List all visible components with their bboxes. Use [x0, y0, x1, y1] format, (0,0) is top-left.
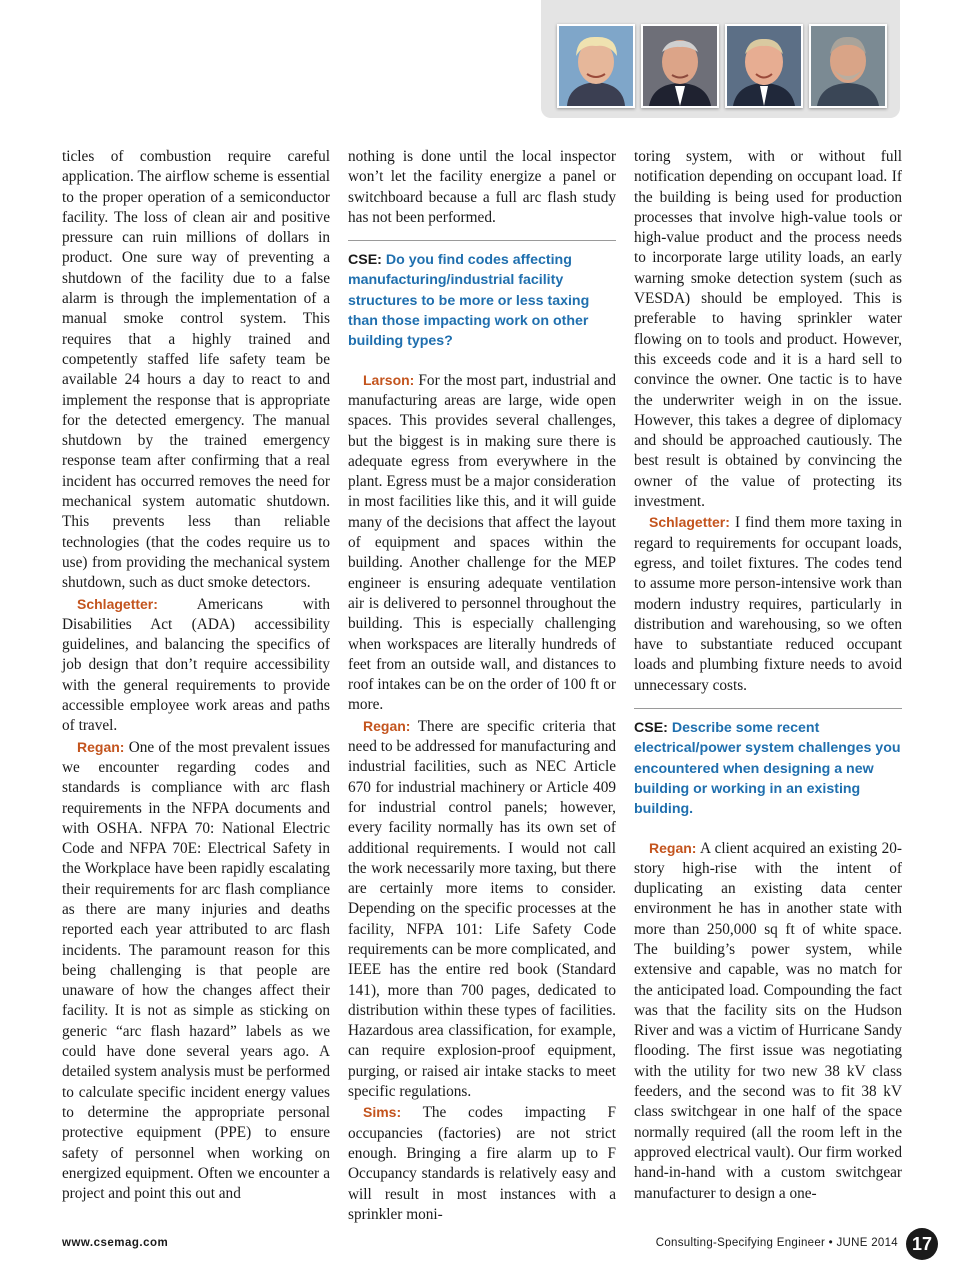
- paragraph: ticles of combustion require careful application. The airflow scheme is essential to the proper operation of a semiconductor facility. The loss of clean air and positive pressure can ruin millions of dollars in product. One sure way of preventing a shutdown of the facility due to a false alarm is through the implementation of a manual smoke control system. This requires that a highly trained and competently staffed life safety team be available 24 hours a day to react to and implement the response that is appropriate for the detected emergency. The manual shutdown by the trained emergency response team after confirming that a real incident has occurred removes the need for mechanical system automatic shutdown. This prevents less than reliable technologies (that the codes require us to use) from providing the mechanical system shutdown, such as duct smoke detectors.: [62, 148, 330, 592]
- paragraph: toring system, with or without full notification depending on occupant load. If the building is being used for production processes that involve high-value tools or high-value product and the process needs to incorporate large utility loads, an early warning smoke detection system (such as VESDA) should be employed. This is preferable to having sprinkler water flowing on to tools and product. However, this exceeds code and it is a hard sell to convince the owner. One tactic is to have the underwriter weigh in on the issue. However, this takes a degree of diplomacy and should be approached cautiously. The best result is obtained by convincing the owner of the value of protecting its investment.: [634, 148, 902, 511]
- paragraph: nothing is done until the local inspector won’t let the facility energize a panel or switchboard because a full arc flash study has not been performed.: [348, 148, 616, 226]
- question-text: Describe some recent electrical/power system challenges you encountered when designing a new building or working in an existing building.: [634, 720, 901, 818]
- speaker-name: Sims:: [363, 1104, 402, 1121]
- paragraph-text: Americans with Disabilities Act (ADA) accessibility guidelines, and balancing the specifics of job design that don’t require accessibility with the general requirements to provide accessible employee work areas and paths of travel.: [62, 595, 330, 735]
- paragraph-text: I find them more taxing in regard to requirements for occupant loads, egress, and toilet fixtures. The codes tend to assume more person-intensive work than modern industry requires, particularly in distribution and warehousing, so we often have to substantiate reduced occupant loads and plumbing fixture needs to avoid unnecessary costs.: [634, 514, 902, 694]
- paragraph-text: There are specific criteria that need to be addressed for manufacturing and industrial facilities, such as NEC Article 670 for industrial machinery or Article 409 for industrial control panels; however, every facility normally has its own set of additional requirements. I would not call the work necessarily more taxing, but there are certainly more items to consider. Depending on the specific processes at the facility, NFPA 101: Life Safety Code requirements can be more complicated, and IEEE has the entire red book (Standard 141), more than 700 pages, dedicated to distribution within these types of facilities. Hazardous area classification, for example, can require explosion-proof equipment, purging, or raised air intake stacks to meet specific regulations.: [348, 717, 616, 1101]
- footer-publication: Consulting-Specifying Engineer • JUNE 2014: [655, 1237, 898, 1249]
- paragraph: [348, 716, 616, 1103]
- paragraph: [62, 737, 330, 1205]
- panelist-photo-3: [725, 24, 803, 108]
- paragraph: [634, 838, 902, 1204]
- question-block: [634, 708, 902, 819]
- paragraph: [62, 594, 330, 737]
- article-column-3: [634, 147, 902, 1204]
- paragraph: [634, 512, 902, 696]
- article-column-1: [62, 147, 330, 1204]
- speaker-name: Regan:: [77, 738, 125, 755]
- paragraph-text: The codes impacting F occupancies (factories) are not strict enough. Bringing a fire alarm up to F Occupancy standards is relatively easy and will result in most instances with a sprinkler moni-: [348, 1104, 616, 1223]
- page-number-badge: 17: [906, 1228, 938, 1260]
- speaker-name: Schlagetter:: [649, 514, 730, 531]
- question-prefix: CSE:: [634, 720, 668, 737]
- speaker-name: Regan:: [363, 717, 411, 734]
- question-block: [348, 240, 616, 351]
- paragraph-text: A client acquired an existing 20-story high-rise with the intent of duplicating an existing data center environment he has in another state with more than 250,000 sq ft of white space. The building’s power system, while extensive and capable, was no match for the anticipated load. Compounding the fact was that the facility sits on the Hudson River and was a victim of Hurricane Sandy flooding. The first issue was negotiating with the utility for two new 38 kV class feeders, and the second was to fit 38 kV class switchgear in one half of the space normally required (all the room left in the approved electrical vault). Our firm worked hand-in-hand with a custom switchgear manufacturer to design a one-: [634, 839, 902, 1202]
- panelist-photo-4: [809, 24, 887, 108]
- panelist-photo-strip: [541, 0, 900, 118]
- article-column-2: [348, 147, 616, 1225]
- question-prefix: CSE:: [348, 252, 382, 269]
- speaker-name: Larson:: [363, 371, 415, 388]
- paragraph-text: One of the most prevalent issues we encounter regarding codes and standards is compliance with arc flash requirements in the NFPA documents and with OSHA. NFPA 70: National Electric Code and NFPA 70E: Electrical Safety in the Workplace have been rapidly escalating their requirements for arc flash compliance as there are many injuries and deaths reported each year attributed to arc flash incidents. The paramount reason for this being challenging is that people are unaware of how the changes affect their facility. It is not as simple as sticking on generic “arc flash hazard” labels as we could have done several years ago. A detailed system analysis must be performed to calculate specific incident energy values to determine the appropriate personal protective equipment (PPE) to ensure safety of personnel when working on energized equipment. Often we encounter a project and point this out and: [62, 738, 330, 1203]
- paragraph: [348, 370, 616, 716]
- speaker-name: Regan:: [649, 839, 697, 856]
- panelist-photo-1: [557, 24, 635, 108]
- paragraph-text: For the most part, industrial and manufacturing areas are large, wide open spaces. This provides several challenges, but the biggest is in making sure there is adequate egress from everywhere in the plant. Egress must be a major consideration in most facilities like this, and it will guide many of the decisions that affect the layout of equipment and spaces within the building. Another challenge for the MEP engineer is ensuring adequate ventilation air is delivered to personnel throughout the building. This is especially challenging when workspaces are literally hundreds of feet from an outside wall, and distances to roof intakes can be on the order of 100 ft or more.: [348, 371, 616, 714]
- panelist-photo-2: [641, 24, 719, 108]
- paragraph: [348, 1102, 616, 1225]
- question-text: Do you find codes affecting manufacturing/industrial facility structures to be more or less taxing than those impacting work on other building types?: [348, 252, 590, 350]
- speaker-name: Schlagetter:: [77, 595, 158, 612]
- footer-url[interactable]: www.csemag.com: [62, 1237, 169, 1249]
